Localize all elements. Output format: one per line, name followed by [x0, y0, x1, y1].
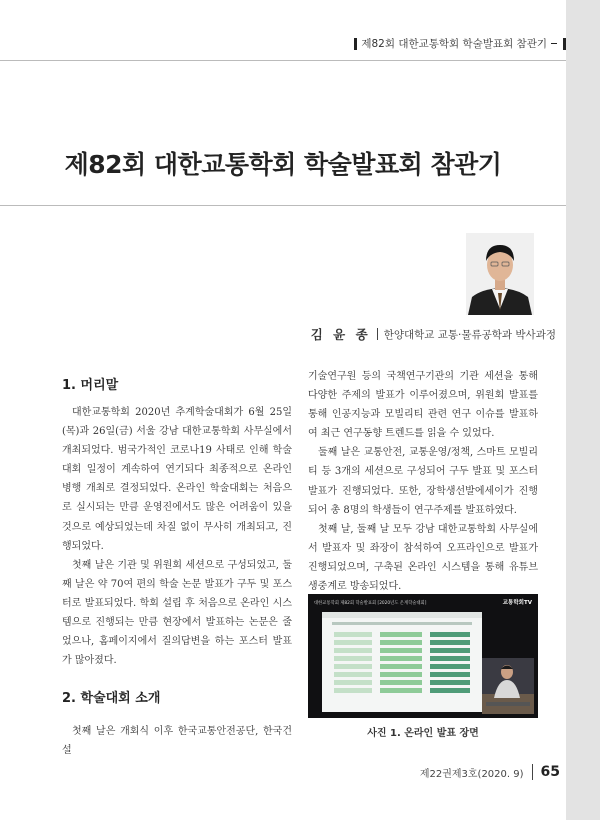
channel-name: 교통학회TV — [502, 600, 532, 606]
header-dash — [551, 43, 557, 44]
left-column-top — [62, 403, 292, 670]
author-photo — [466, 233, 534, 315]
figure-photo — [308, 594, 538, 718]
screen-title: 대한교통학회 제82회 학술발표회 [2020년도 온계학술대회] — [314, 601, 427, 606]
author-name: 김 윤 종 — [310, 327, 371, 342]
intro-heading: 1. 머리말 — [62, 378, 119, 393]
right-paragraph-1: 기술연구원 등의 국책연구기관의 기관 세션을 통해 다양한 주제의 발표가 이루어졌으며, 위원회 발표를 통해 인공지능과 모빌리티 관련 연구 이슈를 발표하여 최근 연구동향 트렌드를 읽을 수 있었다. — [308, 371, 538, 440]
author-affiliation: 한양대학교 교통·물류공학과 박사과정 — [383, 328, 556, 341]
header-bar-right — [563, 38, 566, 50]
left-paragraph-2: 첫째 날은 기관 및 위원회 세션으로 구성되었고, 둘째 날은 약 70여 편의 학술 논문 발표가 구두 및 포스터로 발표되었다. 학회 설립 후 처음으로 온라인 시스템으로 진행되는 만큼 현장에서 발표하는 논문은 줄었으나, 홈페이지에서 질의답변을 하는 포스터 발표가 많아졌다. — [62, 559, 292, 667]
side-strip — [566, 0, 600, 820]
conference-heading: 2. 학술대회 소개 — [62, 691, 161, 706]
header-bar — [354, 38, 357, 50]
page-footer — [420, 764, 560, 780]
left-column-bottom — [62, 722, 292, 760]
author-line — [311, 325, 556, 343]
page-number: 65 — [540, 764, 560, 780]
title-box — [0, 60, 566, 206]
left-paragraph-1: 대한교통학회 2020년 추계학술대회가 6월 25일(목)과 26일(금) 서울 강남 대한교통학회 사무실에서 개최되었다. 범국가적인 코로나19 사태로 인해 학술대회 일정이 계속하여 연기되다 최종적으로 온라인 병행 개최로 결정되었다. 온라인 학술대회는 처음으로 실시되는 만큼 운영진에서도 많은 어려움이 있을 것으로 예상되었는데 차질 없이 무사히 개최되고, 진행되었다. — [62, 407, 292, 552]
issue-info: 제22권제3호(2020. 9) — [419, 768, 524, 780]
right-paragraph-2: 둘째 날은 교통안전, 교통운영/정책, 스마트 모빌리티 등 3개의 세션으로 구성되어 구두 발표 및 포스터 발표가 진행되었다. 또한, 장학생선발에세이가 진행되어 총 8명의 학생들이 연구주제를 발표하였다. — [308, 447, 538, 516]
figure-caption: 사진 1. 온라인 발표 장면 — [367, 728, 479, 739]
right-column — [308, 367, 538, 596]
author-separator — [377, 328, 378, 340]
footer-separator — [532, 764, 533, 780]
running-header-text: 제82회 대한교통학회 학술발표회 참관기 — [361, 38, 547, 50]
running-header — [354, 36, 566, 51]
left-paragraph-3: 첫째 날은 개회식 이후 한국교통안전공단, 한국건설 — [62, 726, 292, 757]
page-title: 제82회 대한교통학회 학술발표회 참관기 — [64, 150, 502, 179]
right-paragraph-3: 첫째 날, 둘째 날 모두 강남 대한교통학회 사무실에서 발표자 및 좌장이 참석하여 오프라인으로 발표가 진행되었으며, 구축된 온라인 시스템을 통해 유튜브 생중계로 방송되었다. — [308, 523, 538, 593]
